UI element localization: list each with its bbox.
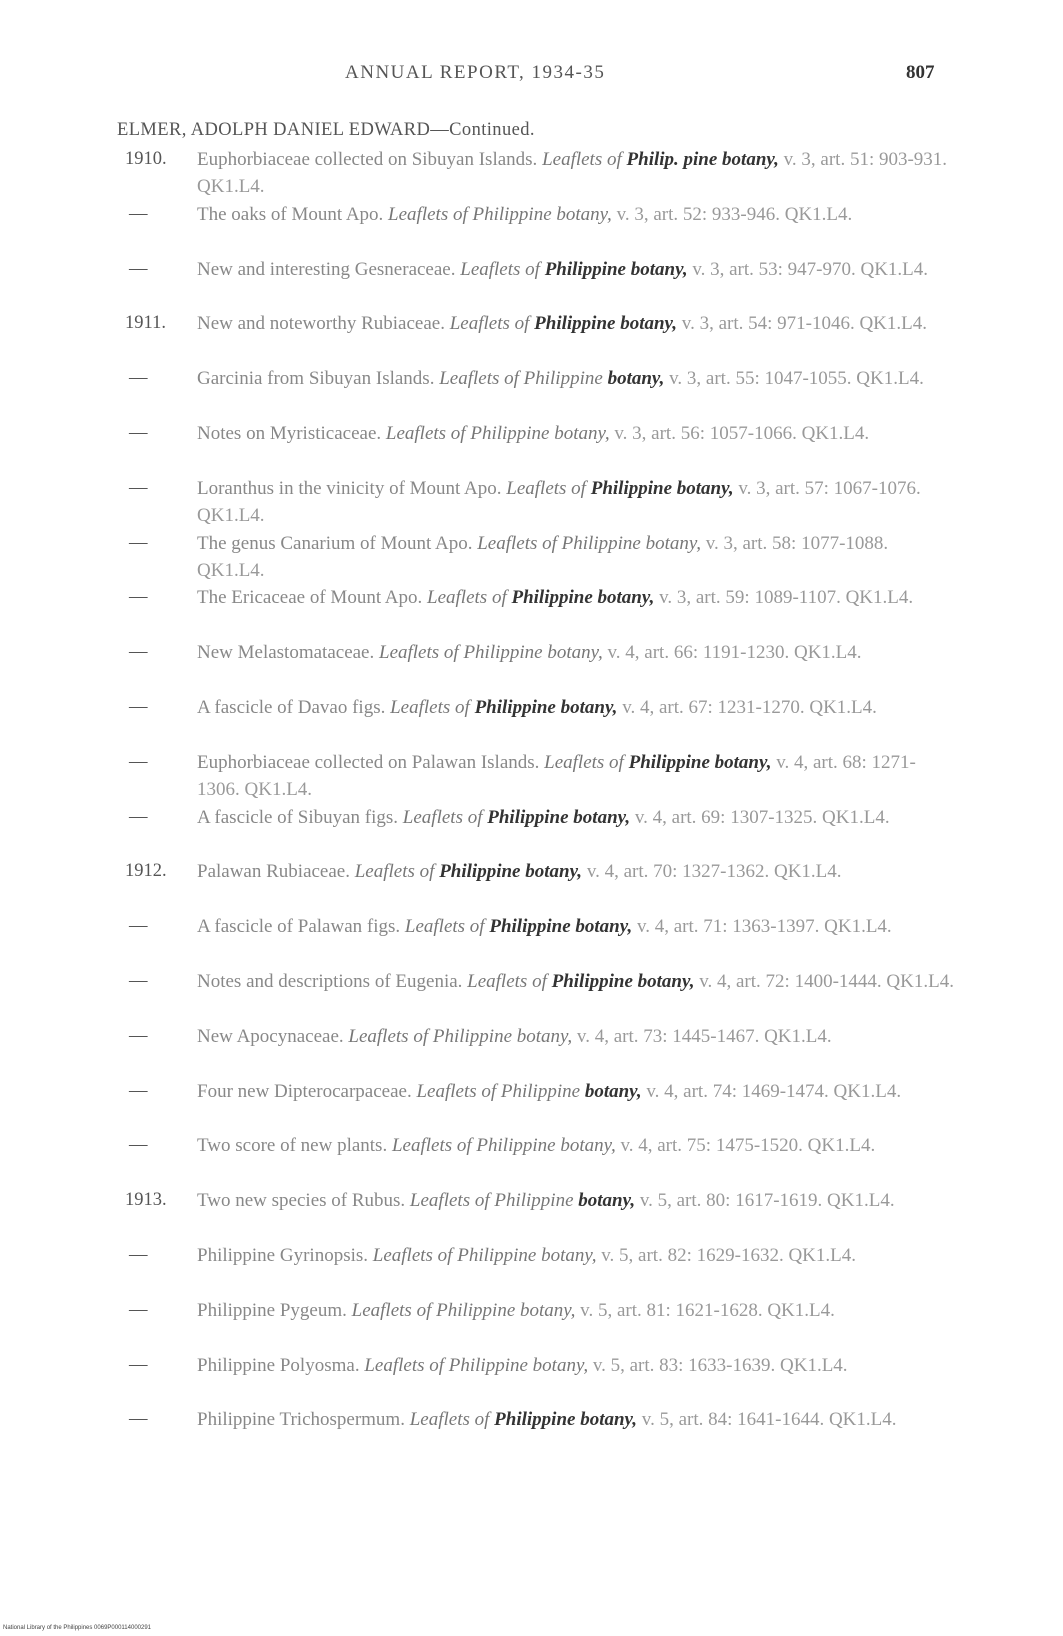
entry-title: Philippine Pygeum. [197,1299,347,1321]
entry-journal: Leaflets of [506,477,586,499]
entry-journal: Leaflets of [354,861,435,883]
entry-title: New and interesting Gesneraceae. [197,258,456,280]
bibliography-entry [117,749,957,804]
entry-citation: v. 3, art. 54: 971-1046. QK1.L4. [681,313,928,335]
entry-title: Loranthus in the vinicity of Mount Apo. [197,477,502,499]
entry-citation: v. 3, art. 55: 1047-1055. QK1.L4. [669,368,924,390]
entry-citation: v. 4, art. 72: 1400-1444. QK1.L4. [699,971,954,993]
entry-year: 1913. [125,1190,167,1211]
entry-title: Notes and descriptions of Eugenia. [197,971,463,993]
entry-citation: v. 3, art. 57: 1067-1076. QK1.L4. [197,477,921,527]
entry-title: Philippine Gyrinopsis. [197,1245,369,1266]
entry-journal: Leaflets of Philippine [416,1080,581,1102]
bibliography-entry [117,420,957,475]
entry-year: — [129,368,148,389]
entry-year: — [129,1299,148,1320]
entry-journal-bold: Philip. pine botany, [626,149,779,170]
entry-citation: v. 4, art. 66: 1191-1230. QK1.L4. [607,642,862,664]
entry-title: Palawan Rubiaceae. [197,861,350,883]
entry-journal-bold: Philippine botany, [489,916,633,938]
entry-title: Philippine Polyosma. [197,1354,360,1376]
bibliography-entry [117,1078,957,1133]
page-number: 807 [906,62,935,83]
entry-title: Four new Dipterocarpaceae. [197,1080,412,1102]
entry-title: The genus Canarium of Mount Apo. [197,532,473,554]
entry-citation: v. 3, art. 52: 933-946. QK1.L4. [616,203,853,225]
bibliography-entry [117,694,957,749]
entry-citation: v. 4, art. 71: 1363-1397. QK1.L4. [636,916,892,938]
bibliography-list [117,146,957,1461]
entry-journal: Leaflets of [460,258,540,280]
bibliography-entry [117,584,957,639]
bibliography-entry [117,1297,957,1352]
entry-citation: v. 5, art. 81: 1621-1628. QK1.L4. [580,1299,835,1321]
entry-journal: Leaflets of Philippine botany, [372,1245,597,1266]
entry-citation: v. 5, art. 82: 1629-1632. QK1.L4. [601,1245,856,1266]
entry-title: Notes on Myristicaceae. [197,423,382,444]
entry-title: Garcinia from Sibuyan Islands. [197,368,435,390]
entry-journal-bold: Philippine botany, [534,313,678,335]
entry-year: — [129,258,148,279]
entry-citation: v. 4, art. 67: 1231-1270. QK1.L4. [622,697,877,719]
entry-journal-bold: Philippine botany, [628,751,772,773]
entry-journal: Leaflets of Philippine [439,368,603,390]
bibliography-entry [117,858,957,913]
entry-year: — [129,916,148,937]
entry-journal-bold: botany, [607,368,665,390]
entry-year: — [129,642,148,663]
entry-year: — [129,423,148,443]
bibliography-entry [117,146,957,201]
entry-year: — [129,532,148,553]
entry-journal: Leaflets of [402,806,483,828]
footer-watermark: National Library of the Philippines 0069P000114000291 [3,1625,151,1631]
entry-journal: Leaflets of Philippine botany, [388,203,612,225]
entry-title: New Melastomataceae. [197,642,375,664]
entry-journal: Leaflets of [409,1409,490,1431]
entry-year: — [129,203,148,224]
entry-journal: Leaflets of Philippine botany, [385,423,610,444]
author-heading: ELMER, ADOLPH DANIEL EDWARD—Continued. [117,120,535,140]
entry-journal: Leaflets of [542,149,622,170]
entry-title: Two score of new plants. [197,1135,388,1157]
entry-citation: v. 5, art. 83: 1633-1639. QK1.L4. [592,1354,848,1376]
entry-journal-bold: Philippine botany, [487,806,631,828]
entry-year: — [129,1025,148,1046]
entry-journal: Leaflets of [390,697,470,719]
entry-citation: v. 3, art. 56: 1057-1066. QK1.L4. [614,423,870,444]
entry-title: Euphorbiaceae collected on Palawan Islands. [197,751,540,773]
entry-journal-bold: botany, [584,1080,642,1102]
entry-journal-bold: botany, [578,1190,636,1212]
bibliography-entry [117,968,957,1023]
entry-journal: Leaflets of Philippine botany, [351,1299,576,1321]
entry-journal: Leaflets of [449,313,530,335]
entry-journal-bold: Philippine botany, [494,1409,638,1431]
entry-year: — [129,1135,148,1156]
entry-journal-bold: Philippine botany, [511,587,655,609]
entry-citation: v. 4, art. 73: 1445-1467. QK1.L4. [576,1025,832,1047]
entry-year: 1910. [125,149,167,169]
entry-title: Two new species of Rubus. [197,1190,406,1212]
entry-year: — [129,806,148,827]
entry-journal: Leaflets of [404,916,485,938]
entry-title: Philippine Trichospermum. [197,1409,405,1431]
bibliography-entry [117,1406,957,1461]
entry-citation: v. 3, art. 58: 1077-1088. QK1.L4. [197,532,889,582]
entry-journal-bold: Philippine botany, [439,861,583,883]
bibliography-entry [117,475,957,530]
entry-title: Euphorbiaceae collected on Sibuyan Islands. [197,149,538,170]
entry-title: A fascicle of Palawan figs. [197,916,401,938]
entry-year: — [129,971,148,992]
entry-journal-bold: Philippine botany, [551,971,695,993]
entry-year: 1912. [125,861,167,882]
bibliography-entry [117,256,957,311]
entry-year: 1911. [125,313,166,334]
entry-journal-bold: Philippine botany, [590,477,734,499]
entry-citation: v. 3, art. 53: 947-970. QK1.L4. [692,258,929,280]
bibliography-entry [117,1242,957,1297]
entry-title: The oaks of Mount Apo. [197,203,384,225]
entry-year: — [129,1245,148,1265]
entry-year: — [129,1354,148,1375]
entry-citation: v. 4, art. 74: 1469-1474. QK1.L4. [646,1080,902,1102]
entry-title: A fascicle of Sibuyan figs. [197,806,399,828]
entry-year: — [129,697,148,718]
entry-citation: v. 5, art. 84: 1641-1644. QK1.L4. [641,1409,897,1431]
entry-citation: v. 4, art. 75: 1475-1520. QK1.L4. [620,1135,876,1157]
entry-citation: v. 4, art. 70: 1327-1362. QK1.L4. [586,861,842,883]
entry-year: — [129,1409,148,1430]
entry-title: A fascicle of Davao figs. [197,697,386,719]
entry-year: — [129,751,148,772]
bibliography-entry [117,530,957,585]
bibliography-entry [117,1352,957,1407]
entry-journal: Leaflets of [427,587,507,609]
bibliography-entry [117,1132,957,1187]
entry-year: — [129,477,148,498]
entry-title: New Apocynaceae. [197,1025,344,1047]
bibliography-entry [117,365,957,420]
entry-citation: v. 3, art. 51: 903-931. QK1.L4. [197,149,948,198]
bibliography-entry [117,1023,957,1078]
entry-citation: v. 3, art. 59: 1089-1107. QK1.L4. [659,587,914,609]
bibliography-entry [117,201,957,256]
entry-journal-bold: Philippine botany, [544,258,688,280]
entry-journal-bold: Philippine botany, [474,697,618,719]
entry-journal: Leaflets of [544,751,624,773]
bibliography-entry [117,310,957,365]
entry-title: New and noteworthy Rubiaceae. [197,313,445,335]
entry-journal: Leaflets of Philippine botany, [391,1135,616,1157]
entry-journal: Leaflets of Philippine botany, [364,1354,589,1376]
bibliography-entry [117,913,957,968]
entry-journal: Leaflets of Philippine botany, [348,1025,573,1047]
bibliography-entry [117,639,957,694]
entry-journal: Leaflets of Philippine botany, [477,532,701,554]
entry-journal: Leaflets of Philippine [409,1190,574,1212]
entry-citation: v. 4, art. 69: 1307-1325. QK1.L4. [634,806,890,828]
entry-year: — [129,1080,148,1101]
page-header [0,62,1063,92]
entry-title: The Ericaceae of Mount Apo. [197,587,423,609]
entry-journal: Leaflets of [467,971,547,993]
running-title: ANNUAL REPORT, 1934-35 [345,62,606,83]
entry-year: — [129,587,148,608]
entry-citation: v. 4, art. 68: 1271-1306. QK1.L4. [197,751,916,801]
entry-journal: Leaflets of Philippine botany, [379,642,603,664]
bibliography-entry [117,804,957,859]
entry-citation: v. 5, art. 80: 1617-1619. QK1.L4. [639,1190,895,1212]
bibliography-entry [117,1187,957,1242]
